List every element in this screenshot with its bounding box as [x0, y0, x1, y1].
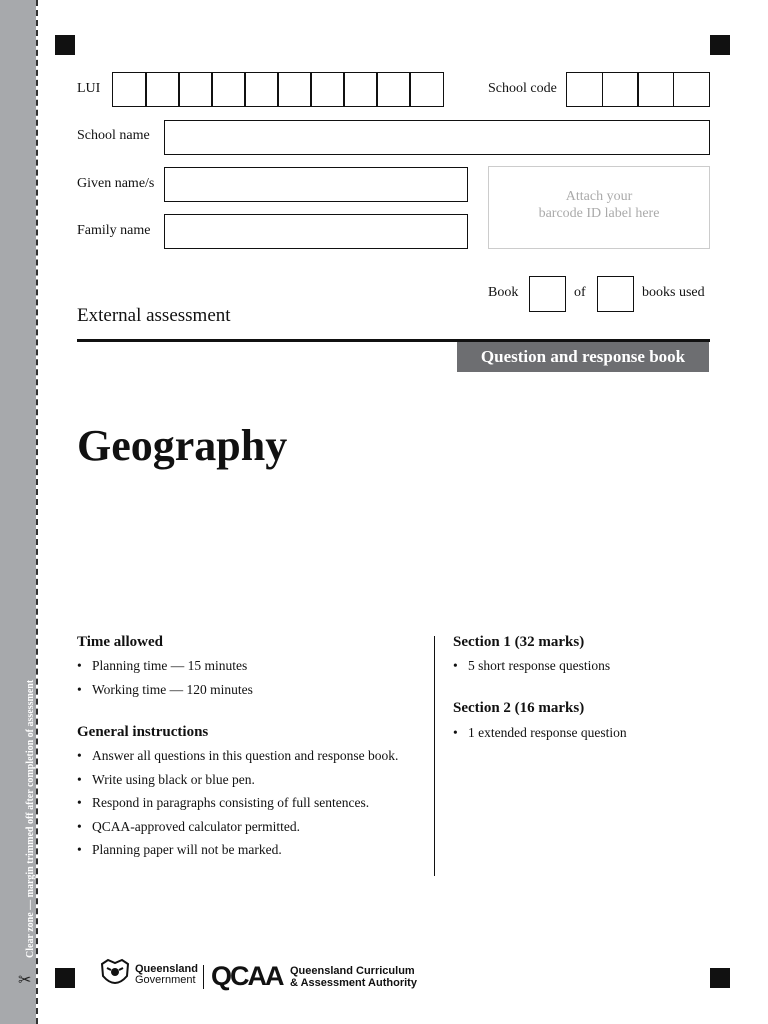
- queensland-crest-icon: [98, 958, 132, 990]
- book-number-box[interactable]: [529, 276, 566, 312]
- book-label: Book: [488, 285, 519, 300]
- list-item: • 1 extended response question: [453, 725, 713, 742]
- list-item: • Planning paper will not be marked.: [77, 842, 417, 859]
- assessment-type: External assessment: [77, 305, 231, 326]
- subject-title: Geography: [77, 421, 288, 470]
- barcode-line-2: barcode ID label here: [538, 206, 660, 221]
- instructions-list: [77, 748, 417, 866]
- qcaa-line-2: & Assessment Authority: [290, 977, 417, 989]
- books-used-label: books used: [642, 285, 705, 300]
- cut-line: [36, 0, 38, 1024]
- column-divider: [434, 636, 435, 876]
- list-item: • Respond in paragraphs consisting of full sentences.: [77, 795, 417, 812]
- logo-divider: [203, 965, 204, 989]
- list-item: • Working time — 120 minutes: [77, 682, 427, 699]
- lui-label: LUI: [77, 81, 101, 96]
- family-name-field[interactable]: [164, 214, 468, 249]
- given-names-field[interactable]: [164, 167, 468, 202]
- school-code-label: School code: [488, 81, 557, 96]
- queensland-government-logo: [135, 964, 198, 986]
- books-total-box[interactable]: [597, 276, 634, 312]
- margin-note: Clear zone — margin trimmed off after completion of assessment: [25, 679, 36, 958]
- barcode-label-area: [488, 166, 710, 249]
- registration-mark: [55, 35, 75, 55]
- qcaa-line-1: Queensland Curriculum: [290, 965, 415, 977]
- time-list: [77, 658, 427, 705]
- list-item: • Answer all questions in this question and response book.: [77, 748, 417, 765]
- school-name-field[interactable]: [164, 120, 710, 155]
- section-2-heading: Section 2 (16 marks): [453, 700, 585, 716]
- qcaa-name: [290, 965, 417, 989]
- registration-mark: [55, 968, 75, 988]
- barcode-line-1: Attach your: [565, 189, 633, 204]
- school-code-boxes[interactable]: [566, 72, 710, 107]
- list-item: • Write using black or blue pen.: [77, 772, 417, 789]
- general-instructions-heading: General instructions: [77, 724, 209, 740]
- list-item: • Planning time — 15 minutes: [77, 658, 427, 675]
- registration-mark: [710, 35, 730, 55]
- school-name-label: School name: [77, 128, 150, 143]
- list-item: • 5 short response questions: [453, 658, 713, 675]
- scissors-icon: ✂: [18, 972, 32, 989]
- list-item: • QCAA-approved calculator permitted.: [77, 819, 417, 836]
- section-1-heading: Section 1 (32 marks): [453, 634, 585, 650]
- lui-boxes[interactable]: [112, 72, 444, 107]
- qcaa-logo: QCAA: [211, 961, 283, 991]
- registration-mark: [710, 968, 730, 988]
- family-name-label: Family name: [77, 223, 151, 238]
- of-label: of: [574, 285, 586, 300]
- qld-line-2: Government: [135, 974, 196, 986]
- qld-line-1: Queensland: [135, 963, 198, 975]
- time-allowed-heading: Time allowed: [77, 634, 163, 650]
- book-type-banner: Question and response book: [457, 342, 709, 372]
- section-2-list: [453, 725, 713, 749]
- section-1-list: [453, 658, 713, 682]
- given-names-label: Given name/s: [77, 176, 155, 191]
